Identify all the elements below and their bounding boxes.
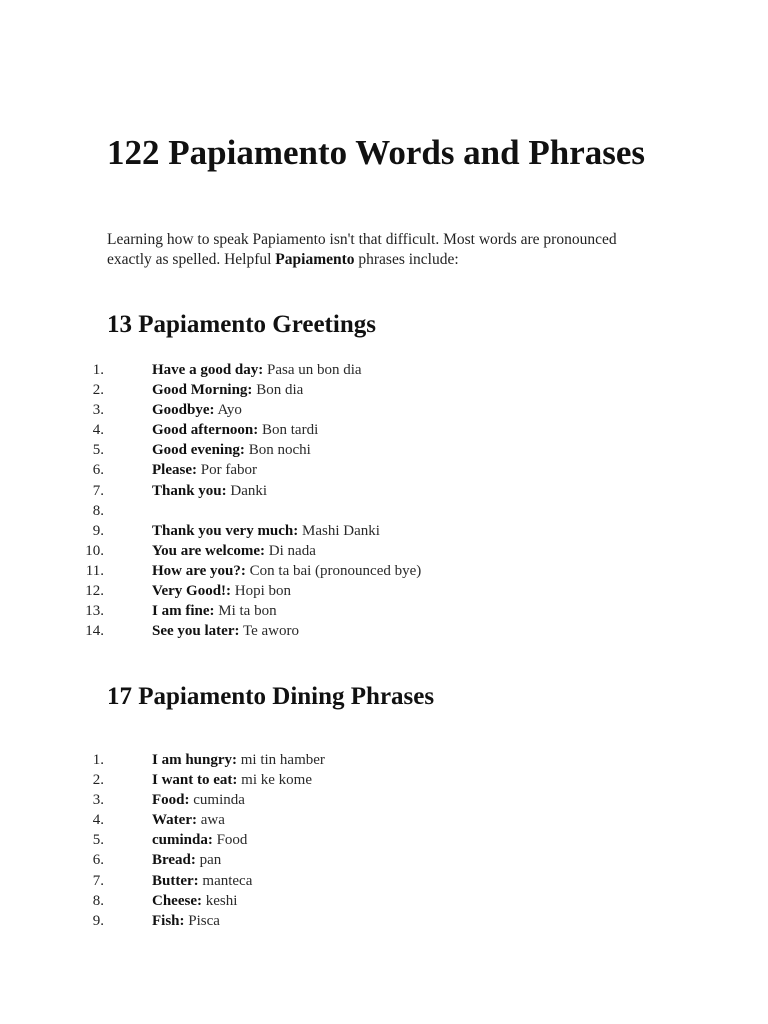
phrase-english: Thank you:: [152, 482, 227, 499]
phrase-english: I want to eat:: [152, 772, 238, 789]
phrase-translation: Di nada: [265, 542, 316, 559]
list-item-number: 9.: [92, 522, 104, 539]
list-item-number: 3.: [92, 792, 104, 809]
phrase-english: Butter:: [152, 872, 199, 889]
list-item: [0, 440, 768, 460]
phrase-english: See you later:: [152, 623, 240, 640]
phrase-translation: Hopi bon: [231, 583, 292, 600]
list-item-content: [152, 790, 245, 810]
list-item-content: [152, 750, 325, 770]
list-item-number: 6.: [92, 852, 104, 869]
list-item: [0, 871, 768, 891]
section-heading-greetings: 13 Papiamento Greetings: [107, 311, 376, 338]
phrase-english: You are welcome:: [152, 542, 266, 559]
list-item-content: [152, 911, 220, 931]
list-item-number: 7.: [92, 482, 104, 499]
phrase-translation: mi tin hamber: [237, 752, 325, 768]
phrase-english: I am hungry:: [152, 752, 238, 768]
intro-text-start: Learning how to speak Papiamento isn't that difficult. Most words are pronounced exactly as spelled. Helpful: [107, 231, 617, 268]
phrase-english: Thank you very much:: [152, 522, 299, 539]
list-item-content: [152, 871, 252, 891]
phrase-translation: Te aworo: [239, 623, 299, 640]
phrase-translation: Food: [212, 832, 248, 849]
list-item-number: 2.: [92, 772, 104, 789]
list-item-number: 7.: [92, 872, 104, 889]
phrase-english: How are you?:: [152, 562, 246, 579]
phrase-english: I am fine:: [152, 603, 215, 620]
list-item-number: 4.: [92, 422, 104, 439]
list-item: [0, 830, 768, 850]
list-item: [0, 561, 768, 581]
list-item-content: [152, 481, 267, 501]
list-item: [0, 380, 768, 400]
list-item: [0, 601, 768, 621]
list-item-content: [152, 770, 312, 790]
list-item-content: [152, 810, 225, 830]
intro-text-end: phrases include:: [354, 251, 459, 268]
list-item-number: 8.: [92, 502, 104, 519]
phrase-translation: keshi: [201, 892, 238, 909]
greetings-list: [0, 360, 768, 641]
list-item: [0, 891, 768, 911]
phrase-translation: Mi ta bon: [214, 603, 277, 620]
list-item: [0, 481, 768, 501]
phrase-translation: manteca: [198, 872, 253, 889]
list-item: [0, 911, 768, 931]
list-item-number: 5.: [92, 442, 104, 459]
phrase-english: Bread:: [152, 852, 196, 869]
list-item-number: 3.: [92, 402, 104, 419]
phrase-english: Good Morning:: [152, 382, 253, 399]
list-item-number: 5.: [92, 832, 104, 849]
list-item-content: [152, 561, 421, 581]
phrase-english: Good afternoon:: [152, 422, 259, 439]
list-item: [0, 850, 768, 870]
dining-list: [0, 750, 768, 931]
intro-text-bold: Papiamento: [275, 251, 355, 268]
phrase-translation: awa: [196, 812, 225, 829]
phrase-translation: Por fabor: [196, 462, 257, 479]
list-item: [0, 521, 768, 541]
list-item: [0, 541, 768, 561]
list-item-content: [152, 830, 247, 850]
phrase-english: Have a good day:: [152, 362, 264, 378]
list-item-number: 14.: [85, 623, 104, 640]
list-item-content: [152, 850, 221, 870]
list-item-content: [152, 621, 299, 641]
list-item: [0, 420, 768, 440]
list-item-content: [152, 400, 242, 420]
phrase-translation: Danki: [226, 482, 268, 499]
phrase-translation: cuminda: [189, 792, 245, 809]
list-item: [0, 770, 768, 790]
list-item-content: [152, 360, 362, 380]
phrase-english: Water:: [152, 812, 197, 829]
phrase-translation: Ayo: [214, 402, 242, 419]
phrase-translation: Pisca: [184, 912, 220, 929]
phrase-english: Cheese:: [152, 892, 202, 909]
phrase-translation: Pasa un bon dia: [263, 362, 362, 378]
list-item-number: 1.: [92, 362, 104, 378]
section-heading-dining: 17 Papiamento Dining Phrases: [107, 683, 435, 710]
page-title: 122 Papiamento Words and Phrases: [107, 133, 646, 172]
phrase-translation: Bon nochi: [244, 442, 311, 459]
list-item-number: 1.: [92, 752, 104, 768]
phrase-translation: mi ke kome: [237, 772, 312, 789]
list-item-number: 6.: [92, 462, 104, 479]
list-item-content: [152, 460, 257, 480]
list-item-content: [152, 380, 303, 400]
list-item-content: [152, 440, 311, 460]
list-item: [0, 790, 768, 810]
phrase-translation: Bon dia: [252, 382, 304, 399]
phrase-translation: Mashi Danki: [298, 522, 380, 539]
phrase-english: Very Good!:: [152, 583, 232, 600]
list-item: [0, 400, 768, 420]
list-item-number: 12.: [85, 583, 104, 600]
list-item: [0, 460, 768, 480]
list-item-content: [152, 541, 316, 561]
list-item-number: 13.: [85, 603, 104, 620]
phrase-english: Please:: [152, 462, 197, 479]
list-item-number: 2.: [92, 382, 104, 399]
list-item: [0, 750, 768, 770]
list-item: [0, 810, 768, 830]
phrase-english: Fish:: [152, 912, 185, 929]
phrase-english: Food:: [152, 792, 190, 809]
list-item-number: 9.: [92, 912, 104, 929]
list-item-number: 11.: [85, 562, 104, 579]
list-item-content: [152, 581, 291, 601]
phrase-english: Goodbye:: [152, 402, 215, 419]
list-item: [0, 581, 768, 601]
list-item-content: [152, 601, 277, 621]
list-item: [0, 360, 768, 380]
list-item: [0, 621, 768, 641]
phrase-english: Good evening:: [152, 442, 245, 459]
phrase-translation: Bon tardi: [258, 422, 319, 439]
list-item-content: [152, 420, 318, 440]
list-item-number: 10.: [85, 542, 104, 559]
list-item-number: 8.: [92, 892, 104, 909]
phrase-english: cuminda:: [152, 832, 213, 849]
list-item-number: 4.: [92, 812, 104, 829]
list-item: [0, 501, 768, 521]
phrase-translation: pan: [195, 852, 222, 869]
list-item-content: [152, 891, 237, 911]
list-item-content: [152, 521, 380, 541]
phrase-translation: Con ta bai (pronounced bye): [245, 562, 422, 579]
intro-paragraph: [107, 230, 627, 270]
